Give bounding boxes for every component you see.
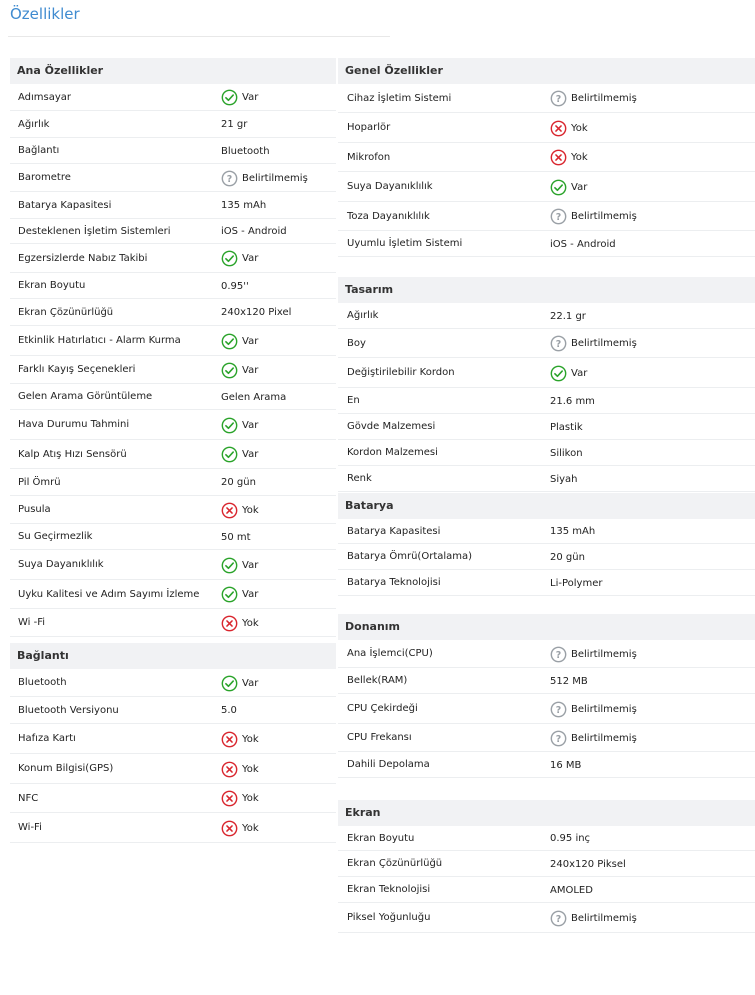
spec-label: Ekran Çözünürlüğü <box>347 858 443 869</box>
status-text: Belirtilmemiş <box>571 912 637 924</box>
status-text: Var <box>242 364 259 376</box>
spec-row <box>10 244 336 273</box>
spec-value <box>550 694 637 724</box>
status-text: Var <box>242 559 259 571</box>
spec-row <box>10 724 336 754</box>
spec-value <box>221 580 258 609</box>
spec-value <box>221 669 258 697</box>
spec-row <box>338 877 755 903</box>
status-text: Yok <box>242 822 259 834</box>
spec-label: Bellek(RAM) <box>347 675 408 686</box>
spec-label: Suya Dayanıklılık <box>347 181 433 192</box>
spec-value <box>550 84 637 113</box>
section-title: Tasarım <box>338 277 755 303</box>
spec-value-text: 21 gr <box>221 119 248 130</box>
status-text: Yok <box>242 733 259 745</box>
spec-label: Uyumlu İşletim Sistemi <box>347 238 463 249</box>
spec-value <box>221 299 291 326</box>
spec-row <box>338 303 755 329</box>
spec-value-text: Plastik <box>550 421 583 433</box>
spec-row <box>10 219 336 244</box>
spec-value <box>550 231 616 257</box>
spec-value-text: 240x120 Piksel <box>550 858 626 870</box>
status-text: Yok <box>242 793 259 804</box>
spec-row <box>10 580 336 609</box>
check-circle-icon <box>550 179 567 196</box>
x-circle-icon <box>550 149 567 166</box>
spec-value <box>221 754 259 784</box>
title-divider <box>8 36 390 37</box>
status-text: Belirtilmemiş <box>242 172 308 184</box>
spec-label: Batarya Kapasitesi <box>347 526 441 537</box>
status-text: Belirtilmemiş <box>571 648 637 660</box>
spec-value-text: 50 mt <box>221 531 251 543</box>
spec-label: Egzersizlerde Nabız Takibi <box>18 253 148 264</box>
spec-value-text: iOS - Android <box>550 238 616 250</box>
spec-value-text: AMOLED <box>550 884 593 896</box>
question-circle-icon <box>550 90 567 107</box>
spec-row <box>338 440 755 466</box>
question-circle-icon <box>550 646 567 663</box>
spec-row <box>338 113 755 143</box>
spec-value-text: 5.0 <box>221 705 237 716</box>
spec-section-ekran <box>338 800 755 933</box>
check-circle-icon <box>550 365 567 382</box>
spec-value <box>550 143 588 172</box>
spec-value <box>221 384 286 410</box>
spec-label: Kalp Atış Hızı Sensörü <box>18 449 127 460</box>
spec-value-text: 0.95'' <box>221 280 249 292</box>
status-text: Yok <box>242 504 259 516</box>
check-circle-icon <box>221 89 238 106</box>
check-circle-icon <box>221 557 238 574</box>
x-circle-icon <box>550 120 567 137</box>
spec-label: Gelen Arama Görüntüleme <box>18 391 153 402</box>
spec-value <box>550 466 578 492</box>
spec-value <box>221 813 259 843</box>
spec-value-text: 240x120 Pixel <box>221 307 292 318</box>
status-text: Belirtilmemiş <box>571 93 637 104</box>
section-title: Ekran <box>338 800 755 826</box>
spec-row <box>10 192 336 219</box>
spec-label: CPU Çekirdeği <box>347 703 418 714</box>
spec-row <box>338 668 755 694</box>
status-text: Belirtilmemiş <box>571 703 637 715</box>
x-circle-icon <box>221 790 238 807</box>
x-circle-icon <box>221 761 238 778</box>
check-circle-icon <box>221 250 238 267</box>
svg-text:?: ? <box>555 913 562 925</box>
spec-value <box>221 609 259 637</box>
spec-value <box>221 496 259 524</box>
spec-row <box>338 640 755 668</box>
spec-value-text: 20 gün <box>550 551 585 563</box>
spec-value <box>550 172 587 202</box>
spec-value <box>550 826 590 851</box>
question-circle-icon <box>550 335 567 352</box>
spec-row <box>10 384 336 410</box>
spec-value <box>221 326 258 356</box>
spec-value-text: 0.95 inç <box>550 833 591 844</box>
spec-label: Ekran Boyutu <box>347 833 415 844</box>
status-text: Yok <box>242 763 259 775</box>
spec-value <box>550 388 595 414</box>
status-text: Var <box>571 367 588 379</box>
spec-value <box>221 164 308 192</box>
spec-value <box>221 192 266 219</box>
status-text: Var <box>242 92 259 103</box>
x-circle-icon <box>221 502 238 519</box>
question-circle-icon <box>550 208 567 225</box>
spec-label: Pil Ömrü <box>18 477 61 488</box>
spec-value-text: 135 mAh <box>550 526 596 537</box>
spec-label: Batarya Kapasitesi <box>18 200 112 211</box>
spec-value-text: 20 gün <box>221 477 256 488</box>
spec-value-text: iOS - Android <box>221 226 287 237</box>
spec-row <box>338 388 755 414</box>
section-title: Bağlantı <box>10 643 336 669</box>
spec-label: Boy <box>347 338 366 349</box>
spec-row <box>338 202 755 231</box>
spec-value <box>221 550 258 580</box>
svg-text:?: ? <box>555 733 562 745</box>
question-circle-icon <box>221 170 238 187</box>
spec-label: Hava Durumu Tahmini <box>18 419 130 430</box>
spec-value <box>550 303 586 329</box>
spec-row <box>338 851 755 877</box>
spec-value <box>221 219 287 244</box>
spec-row <box>338 826 755 851</box>
spec-label: Batarya Teknolojisi <box>347 577 441 588</box>
spec-row <box>10 326 336 356</box>
spec-section-baglanti <box>10 643 336 843</box>
spec-label: Bluetooth Versiyonu <box>18 705 119 716</box>
spec-row <box>338 724 755 752</box>
spec-row <box>338 544 755 570</box>
check-circle-icon <box>221 417 238 434</box>
section-title: Ana Özellikler <box>10 58 336 84</box>
spec-label: Desteklenen İşletim Sistemleri <box>18 226 171 237</box>
spec-value <box>550 668 588 694</box>
spec-label: Uyku Kalitesi ve Adım Sayımı İzleme <box>18 589 200 600</box>
spec-row <box>10 299 336 326</box>
status-text: Var <box>242 449 259 460</box>
spec-row <box>338 903 755 933</box>
spec-section-batarya <box>338 493 755 596</box>
spec-row <box>10 84 336 111</box>
spec-label: Toza Dayanıklılık <box>347 211 430 222</box>
spec-row <box>338 329 755 358</box>
spec-label: Konum Bilgisi(GPS) <box>18 763 114 774</box>
spec-label: Pusula <box>18 504 51 515</box>
status-text: Var <box>242 419 259 431</box>
spec-value <box>221 111 247 138</box>
spec-label: Hafıza Kartı <box>18 733 76 744</box>
svg-text:?: ? <box>555 338 562 350</box>
spec-value <box>221 356 258 384</box>
spec-row <box>338 414 755 440</box>
spec-row <box>10 697 336 724</box>
spec-value-text: 21.6 mm <box>550 395 595 407</box>
spec-label: Piksel Yoğunluğu <box>347 912 431 923</box>
section-title: Genel Özellikler <box>338 58 755 84</box>
spec-row <box>338 358 755 388</box>
svg-text:?: ? <box>555 649 562 661</box>
question-circle-icon <box>550 701 567 718</box>
spec-label: Wi-Fi <box>18 822 42 833</box>
spec-value <box>550 903 637 933</box>
spec-row <box>10 496 336 524</box>
status-text: Var <box>242 335 259 347</box>
spec-row <box>10 469 336 496</box>
spec-value <box>221 244 258 273</box>
spec-value <box>550 877 593 903</box>
spec-value <box>221 469 256 496</box>
question-circle-icon <box>550 910 567 927</box>
spec-row <box>10 550 336 580</box>
spec-label: Farklı Kayış Seçenekleri <box>18 364 136 375</box>
spec-label: Wi -Fi <box>18 617 46 628</box>
check-circle-icon <box>221 362 238 379</box>
spec-value <box>221 697 237 724</box>
spec-row <box>338 519 755 544</box>
spec-row <box>10 410 336 440</box>
spec-value-text: Gelen Arama <box>221 391 287 403</box>
section-title: Donanım <box>338 614 755 640</box>
spec-label: Batarya Ömrü(Ortalama) <box>347 551 473 562</box>
spec-value-text: Bluetooth <box>221 145 270 157</box>
check-circle-icon <box>221 333 238 350</box>
spec-value <box>550 358 587 388</box>
spec-label: Dahili Depolama <box>347 759 430 770</box>
status-text: Var <box>242 677 259 689</box>
spec-label: Suya Dayanıklılık <box>18 559 104 570</box>
spec-value <box>550 640 637 668</box>
status-text: Var <box>242 253 259 264</box>
status-text: Var <box>571 181 588 193</box>
status-text: Belirtilmemiş <box>571 338 637 349</box>
spec-label: En <box>347 395 360 406</box>
spec-row <box>10 524 336 550</box>
section-title: Batarya <box>338 493 755 519</box>
spec-row <box>338 84 755 113</box>
page-title: Özellikler <box>10 5 80 23</box>
spec-label: Renk <box>347 473 372 484</box>
spec-row <box>338 466 755 492</box>
spec-value-text: 22.1 gr <box>550 310 586 322</box>
spec-section-tasarim <box>338 277 755 492</box>
svg-text:?: ? <box>555 211 562 223</box>
check-circle-icon <box>221 675 238 692</box>
status-text: Yok <box>242 617 259 629</box>
spec-value-text: 512 MB <box>550 675 588 687</box>
spec-value-text: 16 MB <box>550 759 582 771</box>
spec-value <box>550 752 581 778</box>
spec-label: Ağırlık <box>18 119 50 130</box>
spec-label: Bağlantı <box>18 145 60 156</box>
spec-row <box>10 111 336 138</box>
spec-row <box>10 356 336 384</box>
spec-label: Barometre <box>18 172 71 183</box>
spec-value <box>550 440 583 466</box>
spec-label: Değiştirilebilir Kordon <box>347 367 455 378</box>
spec-label: CPU Frekansı <box>347 732 412 743</box>
spec-row <box>10 273 336 299</box>
spec-row <box>338 694 755 724</box>
spec-row <box>10 609 336 637</box>
spec-row <box>338 172 755 202</box>
spec-value <box>221 273 249 299</box>
spec-row <box>338 570 755 596</box>
spec-value <box>550 724 637 752</box>
spec-value <box>221 138 270 164</box>
spec-label: Ekran Boyutu <box>18 280 86 291</box>
spec-label: Hoparlör <box>347 122 391 133</box>
spec-value <box>550 202 637 231</box>
spec-label: Bluetooth <box>18 677 67 688</box>
status-text: Belirtilmemiş <box>571 211 637 222</box>
spec-label: Mikrofon <box>347 152 391 163</box>
spec-row <box>10 813 336 843</box>
spec-label: NFC <box>18 793 39 804</box>
spec-value <box>221 440 258 469</box>
spec-value <box>550 414 583 440</box>
spec-label: Su Geçirmezlik <box>18 531 93 542</box>
spec-value-text: 135 mAh <box>221 200 267 211</box>
spec-value <box>221 524 251 550</box>
spec-label: Ekran Çözünürlüğü <box>18 307 114 318</box>
question-circle-icon <box>550 730 567 747</box>
spec-row <box>338 231 755 257</box>
spec-value-text: Silikon <box>550 447 583 459</box>
spec-section-ana-ozellikler <box>10 58 336 637</box>
x-circle-icon <box>221 615 238 632</box>
spec-label: Etkinlik Hatırlatıcı - Alarm Kurma <box>18 335 181 346</box>
status-text: Belirtilmemiş <box>571 732 637 744</box>
spec-row <box>10 138 336 164</box>
spec-row <box>10 669 336 697</box>
spec-value <box>550 519 595 544</box>
spec-section-genel-ozellikler <box>338 58 755 257</box>
spec-label: Ağırlık <box>347 310 379 321</box>
spec-value <box>550 851 626 877</box>
svg-text:?: ? <box>555 93 562 105</box>
spec-value <box>221 84 258 111</box>
status-text: Yok <box>571 152 588 163</box>
spec-value-text: Li-Polymer <box>550 577 603 589</box>
spec-label: Ana İşlemci(CPU) <box>347 648 433 659</box>
spec-value <box>550 570 602 596</box>
spec-value <box>550 113 588 143</box>
spec-row <box>10 164 336 192</box>
spec-row <box>10 440 336 469</box>
spec-value <box>550 544 585 570</box>
spec-value <box>221 724 259 754</box>
check-circle-icon <box>221 586 238 603</box>
spec-label: Ekran Teknolojisi <box>347 884 431 895</box>
svg-text:?: ? <box>226 173 233 185</box>
status-text: Yok <box>571 122 588 134</box>
spec-label: Gövde Malzemesi <box>347 421 436 432</box>
spec-row <box>10 784 336 813</box>
spec-value <box>221 784 259 813</box>
x-circle-icon <box>221 820 238 837</box>
spec-label: Kordon Malzemesi <box>347 447 438 458</box>
spec-value <box>221 410 258 440</box>
spec-row <box>10 754 336 784</box>
svg-text:?: ? <box>555 704 562 716</box>
spec-row <box>338 143 755 172</box>
spec-value-text: Siyah <box>550 473 578 485</box>
check-circle-icon <box>221 446 238 463</box>
x-circle-icon <box>221 731 238 748</box>
spec-value <box>550 329 637 358</box>
spec-section-donanim <box>338 614 755 778</box>
spec-row <box>338 752 755 778</box>
status-text: Var <box>242 589 259 600</box>
spec-label: Adımsayar <box>18 92 72 103</box>
spec-label: Cihaz İşletim Sistemi <box>347 93 452 104</box>
